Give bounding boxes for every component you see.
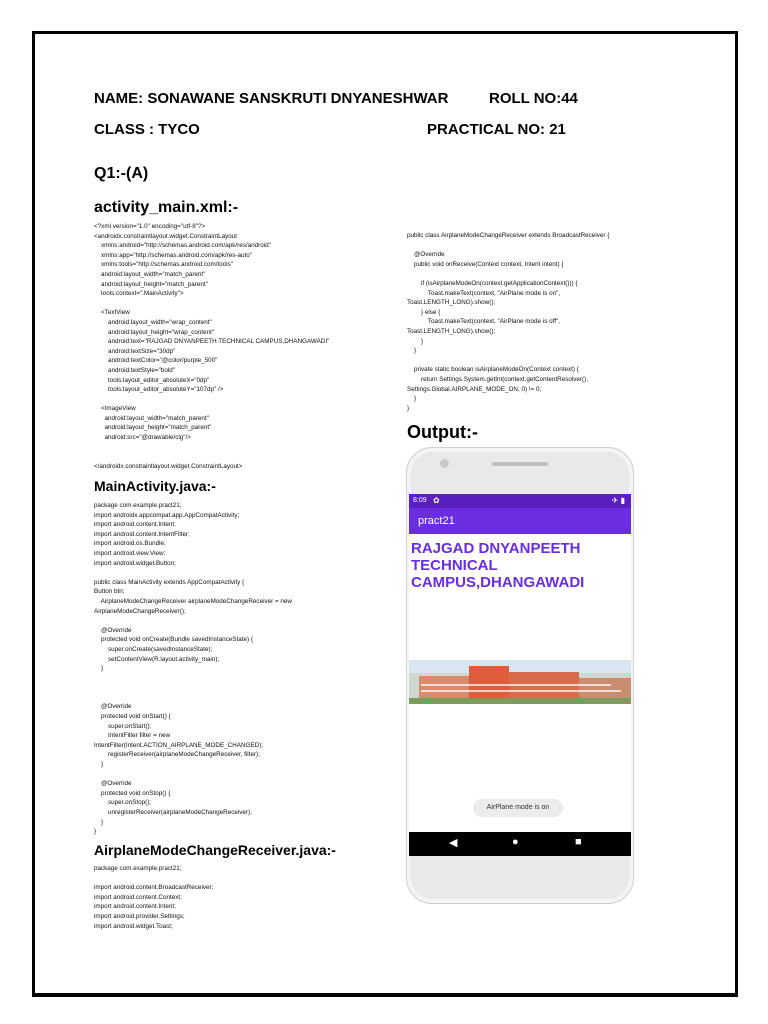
campus-image <box>409 660 631 704</box>
nav-bar <box>409 832 631 856</box>
windows-row <box>421 690 621 692</box>
phone-mockup <box>406 447 634 904</box>
activity-main-code: <?xml version="1.0" encoding="utf-8"?> <androidx.constraintlayout.widget.ConstraintLayout xmlns:android="http://schemas.android.com/apk/res/android" xmlns:app="http://schemas.android.com/apk/res-auto" xmlns:tools="http://schemas.android.com/tools" android:layout_width="match_parent" android:layout_height="match_parent" tools:context=".MainActivity"> <TextView android:layout_width="wrap_content" android:layout_height="wrap_content" android:text="RAJGAD DNYANPEETH TECHNICAL CAMPUS,DHANGAWADI" android:textSize="30dp" android:textColor="@color/purple_500" android:textStyle="bold" tools:layout_editor_absoluteX="0dp" tools:layout_editor_absoluteY="107dp" /> <ImageView android:layout_width="match_parent" android:layout_height="match_parent" android:src="@drawable/clg"/> </androidx.constraintlayout.widget.ConstraintLayout> <box>94 223 330 470</box>
building <box>469 666 509 698</box>
output-title: Output:- <box>407 422 478 442</box>
building <box>579 678 631 698</box>
practical-number: PRACTICAL NO: 21 <box>427 121 566 138</box>
college-name-text: RAJGAD DNYANPEETH TECHNICAL CAMPUS,DHANGAWADI <box>411 540 585 591</box>
page-border-bottom <box>32 996 738 997</box>
activity-main-title: activity_main.xml:- <box>94 199 239 216</box>
phone-screen <box>409 494 631 856</box>
status-bar <box>409 494 631 508</box>
question-label: Q1:-(A) <box>94 165 149 182</box>
lawn <box>409 698 631 704</box>
app-title: pract21 <box>418 515 455 527</box>
building <box>419 676 474 698</box>
receiver-title: AirplaneModeChangeReceiver.java:- <box>94 842 336 858</box>
app-bar <box>409 508 631 534</box>
main-activity-title: MainActivity.java:- <box>94 478 216 494</box>
recent-apps-icon[interactable]: ■ <box>575 836 582 848</box>
roll-number: ROLL NO:44 <box>489 90 578 107</box>
student-name: NAME: SONAWANE SANSKRUTI DNYANESHWAR <box>94 90 449 107</box>
speaker-grille <box>492 462 548 466</box>
camera-icon <box>440 459 449 468</box>
back-icon[interactable]: ◀ <box>449 837 458 849</box>
main-activity-code: package com.example.pract21; import androidx.appcompat.app.AppCompatActivity; import android.content.Intent; import android.content.IntentFilter; import android.os.Bundle; import android.view.View; import android.widget.Button; public class MainActivity extends AppCompatActivity { Button btn; AirplaneModeChangeReceiver airplaneModeChangeReceiver = new AirplaneModeChangeReceiver(); @Override protected void onCreate(Bundle savedInstanceState) { super.onCreate(savedInstanceState); setContentView(R.layout.activity_main); } @Override protected void onStart() { super.onStart(); IntentFilter filter = new IntentFilter(Intent.ACTION_AIRPLANE_MODE_CHANGED); registerReceiver(airplaneModeChangeReceiver, filter); } @Override protected void onStop() { super.onStop(); unregisterReceiver(airplaneModeChangeReceiver); } } <box>94 502 292 836</box>
windows-row <box>421 684 611 686</box>
class-label: CLASS : TYCO <box>94 121 200 138</box>
status-time: 8:09 <box>413 497 427 504</box>
gear-icon: ✿ <box>433 496 440 505</box>
home-icon[interactable]: ● <box>512 836 519 848</box>
toast-message: AirPlane mode is on <box>473 799 563 817</box>
receiver-code-right: public class AirplaneModeChangeReceiver extends BroadcastReceiver { @Override public void onReceive(Context context, Intent intent) { if (isAirplaneModeOn(context.getApplicationContext())) { Toast.makeText(context, "AirPlane mode is on", Toast.LENGTH_LONG).show(); } else { Toast.makeText(context, "AirPlane mode is off", Toast.LENGTH_LONG).show(); } } private static boolean isAirplaneModeOn(Context context) { return Settings.System.getInt(context.getContentResolver(), Settings.Global.AIRPLANE_MODE_ON, 0) != 0; } } <box>407 232 610 412</box>
airplane-battery-icon: ✈ ▮ <box>611 496 625 505</box>
receiver-code-left: package com.example.pract21; import android.content.BroadcastReceiver; import android.content.Context; import android.content.Intent; import android.provider.Settings; import android.widget.Toast; <box>94 865 214 930</box>
